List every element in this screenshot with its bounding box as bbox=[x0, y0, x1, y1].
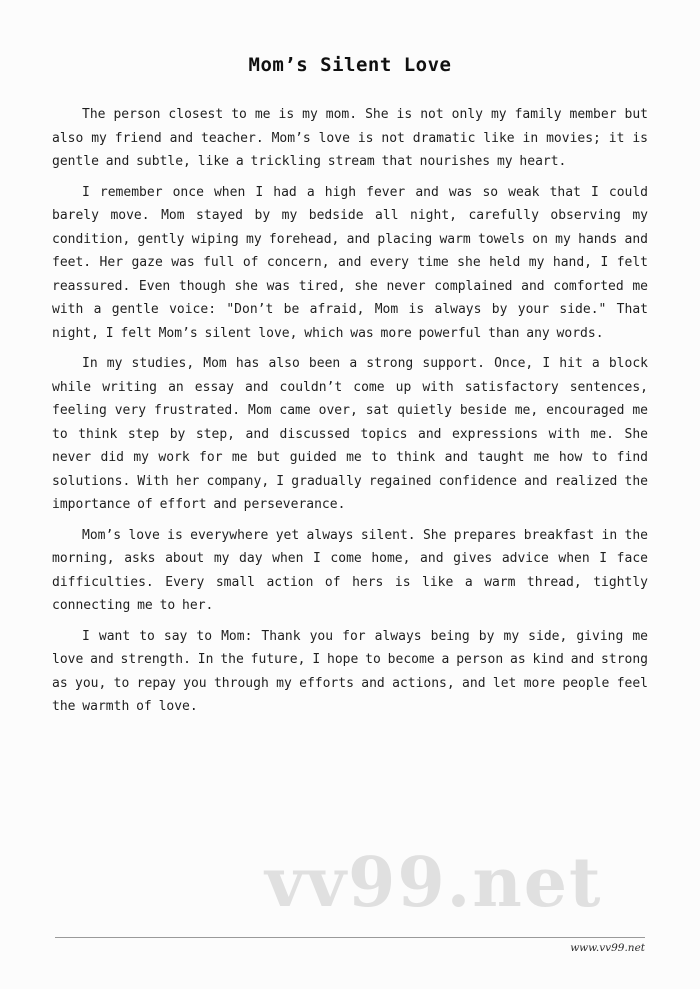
essay-paragraph: The person closest to me is my mom. She is not only my family member but also my friend and teacher. Mom’s love is not dramatic like in movies; it is gentle and subtle, like a trickling stream that nourishes my heart. bbox=[52, 107, 648, 169]
essay-paragraph: I remember once when I had a high fever and was so weak that I could barely move. Mom stayed by my bedside all night, carefully observing my condition, gently wiping my forehead, and placing warm towels on my hands and feet. Her gaze was full of concern, and every time she held my hand, I felt reassured. Even though she was tired, she never complained and comforted me with a gentle voice: "Don’t be afraid, Mom is always by your side." That night, I felt Mom’s silent love, which was more powerful than any words. bbox=[52, 184, 648, 341]
page-title: Mom’s Silent Love bbox=[248, 54, 452, 76]
watermark-text: vv99.net bbox=[265, 843, 603, 923]
essay-paragraph: In my studies, Mom has also been a strong support. Once, I hit a block while writing an essay and couldn’t come up with satisfactory sentences, feeling very frustrated. Mom came over, sat quietly beside me, encouraged me to think step by step, and discussed topics and expressions with me. She never did my work for me but guided me to think and taught me how to find solutions. With her company, I gradually regained confidence and realized the importance of effort and perseverance. bbox=[52, 356, 648, 512]
footer-divider bbox=[55, 937, 645, 938]
essay-paragraph: I want to say to Mom: Thank you for always being by my side, giving me love and strength. In the future, I hope to become a person as kind and strong as you, to repay you through my efforts and actions, and let more people feel the warmth of love. bbox=[52, 628, 648, 714]
footer-site-text: www.vv99.net bbox=[570, 942, 645, 954]
essay-paragraph: Mom’s love is everywhere yet always silent. She prepares breakfast in the morning, asks about my day when I come home, and gives advice when I face difficulties. Every small action of hers is like a warm thread, tightly connecting me to her. bbox=[52, 527, 648, 613]
